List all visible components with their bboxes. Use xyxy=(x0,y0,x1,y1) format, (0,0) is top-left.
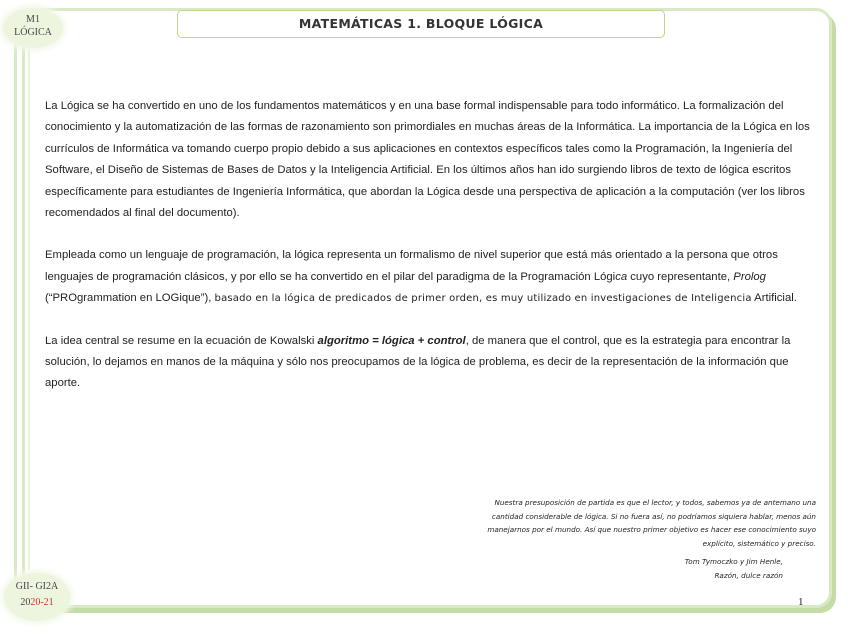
kowalski-formula: algoritmo = lógica + control xyxy=(317,334,466,347)
paragraph-text-italic: ca xyxy=(615,270,628,283)
paragraph-text: , de manera que el control, que es la estrategia para encontrar la solución, lo dejamos en manos de la máquina y sólo nos preocupamos de la lógica de problema, es decir de la representación de la información que aporte. xyxy=(45,334,791,390)
paragraph-text: Artificial. xyxy=(751,292,797,305)
course-code: GII- GI2A xyxy=(15,581,59,592)
module-badge xyxy=(3,8,63,48)
quote-author: Tom Tymoczko y Jim Henle, xyxy=(684,557,783,566)
module-badge-subject: LÓGICA xyxy=(14,27,52,38)
prolog-term: Prolog xyxy=(733,270,766,283)
academic-year: 2020-21 xyxy=(20,597,54,608)
module-badge-code: M1 xyxy=(26,14,40,25)
course-badge xyxy=(4,573,70,621)
quote-book: Razón, dulce razón xyxy=(714,570,783,580)
page-title: MATEMÁTICAS 1. BLOQUE LÓGICA xyxy=(177,10,665,38)
left-decorative-stripe xyxy=(22,30,25,578)
epigraph-quote xyxy=(420,496,816,550)
main-content xyxy=(45,96,815,416)
left-decorative-stripe-inner xyxy=(28,40,30,570)
quote-line: cantidad considerable de lógica. Si no fuera así, no podríamos siquiera hablar, menos aún xyxy=(491,511,816,521)
paragraph-kowalski xyxy=(45,331,815,395)
quote-line: manejarnos por el mundo. Así que nuestro primer objetivo es hacer ese conocimiento suyo xyxy=(487,525,816,534)
paragraph-intro: La Lógica se ha convertido en uno de los fundamentos matemáticos y en una base formal indispensable para todo informático. La formalización del conocimiento y la automatización de las formas de razonamiento son primordiales en muchas áreas de la Informática. La importancia de la Lógica en los currículos de Informática va tomando cuerpo propio debido a sus aplicaciones en contextos específicos tales como la Programación, la Ingeniería del Software, el Diseño de Sistemas de Bases de Datos y la Inteligencia Artificial. En los últimos años han ido surgiendo libros de texto de lógica escritos específicamente para estudiantes de Ingeniería Informática, que abordan la Lógica desde una perspectiva de aplicación a la computación (ver los libros recomendados al final del documento). xyxy=(45,100,810,220)
quote-line: explícito, sistemático y preciso. xyxy=(702,538,816,548)
paragraph-programming xyxy=(45,245,815,309)
paragraph-text: basado en la lógica de predicados de primer orden, es muy utilizado en investigaciones de Inteligencia xyxy=(214,293,752,305)
paragraph-text: cuyo representante, xyxy=(627,270,734,283)
paragraph-text: Empleada como un lenguaje de programación, la lógica representa un formalismo de nivel superior que está más orientado a la persona que otros lenguajes de programación clásicos, y por ello se ha convertido en el pilar del paradigma de la Programación Lógi xyxy=(45,249,778,283)
paragraph-text: (“PROgrammation en LOGique”), xyxy=(45,292,215,305)
quote-line: Nuestra presuposición de partida es que el lector, y todos, sabemos ya de antemano una xyxy=(494,498,816,507)
paragraph-text: La idea central se resume en la ecuación de Kowalski xyxy=(45,334,318,347)
quote-attribution xyxy=(600,555,783,582)
page-number: 1 xyxy=(798,596,804,608)
